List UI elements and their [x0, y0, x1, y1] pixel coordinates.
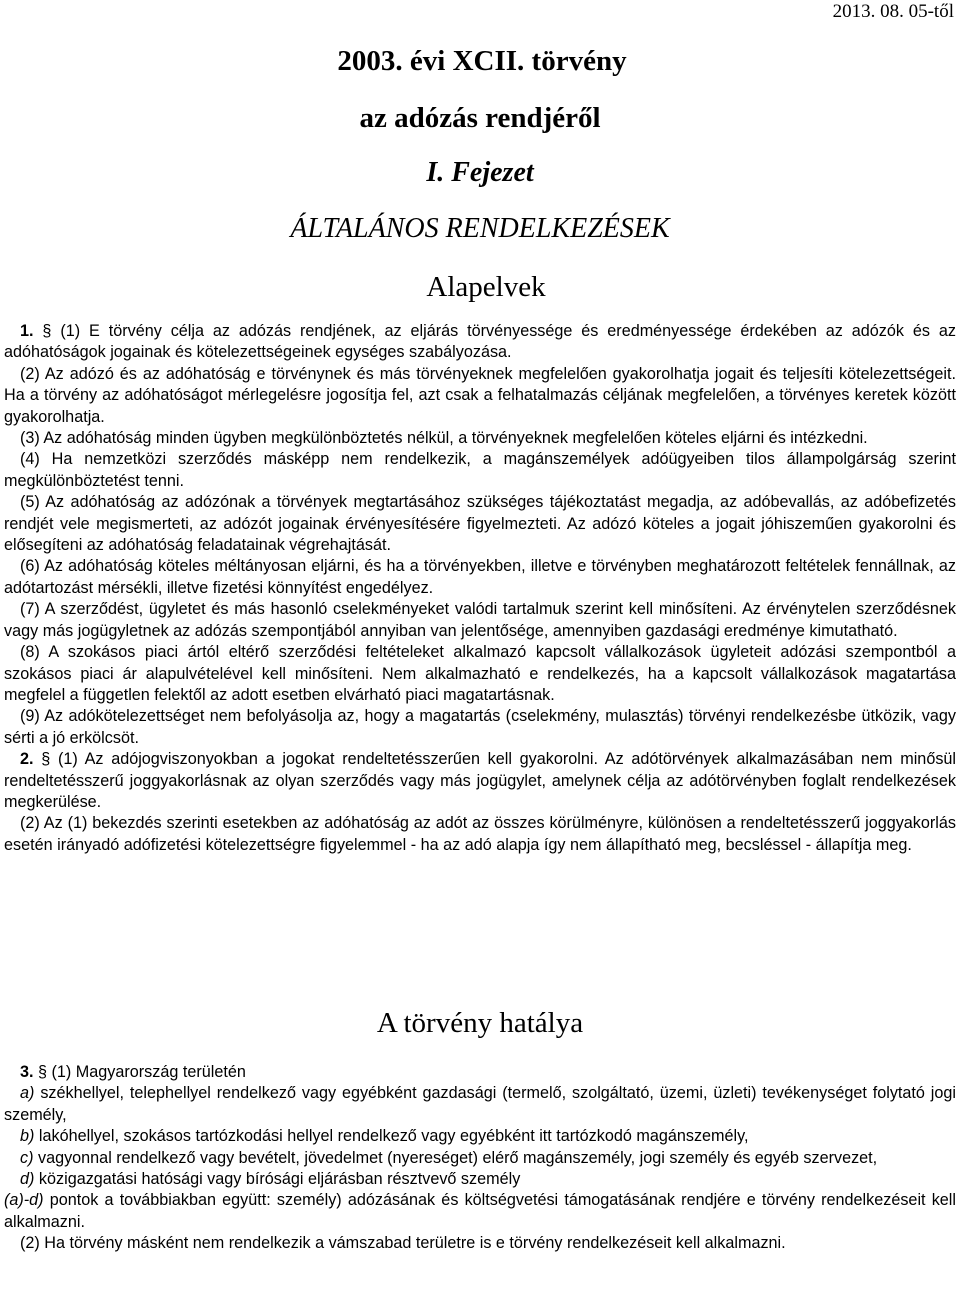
paragraph-1-4: (4) Ha nemzetközi szerződés másképp nem rendelkezik, a magánszemélyek adóügyeiben tilos állampolgárság szerint megkülönböztetést tenni. — [4, 450, 956, 490]
section-title-hatalya: A törvény hatálya — [376, 1007, 584, 1039]
paragraph-3-1 — [4, 1062, 956, 1083]
section-scope-body — [4, 1062, 956, 1255]
list-label: d) — [20, 1170, 35, 1189]
paragraph-2-2: (2) Az (1) bekezdés szerinti esetekben az adóhatóság az adót az összes körülményre, különösen a rendeltetésszerű joggyakorlás esetén irányadó adófizetési kötelezettségre figyelemmel - ha az adó alapja így nem állapítható meg, becsléssel - állapítja meg. — [4, 814, 956, 854]
paragraph-1-8: (8) A szokásos piaci ártól eltérő szerződési feltételeket alkalmazó kapcsolt vállalkozások ügyleteit adózási szempontból a szokásos piaci ár alapulvételével kell minősíteni. Nem alkalmazható e rendelkezés, ha a kapcsolt vállalkozások magatartása megfelel a független felektől az adott esetben elvárható piaci magatartásnak. — [4, 643, 956, 704]
list-text: közigazgatási hatósági vagy bírósági eljárásban résztvevő személy — [38, 1170, 521, 1189]
law-subject: az adózás rendjéről — [359, 102, 601, 134]
list-label: c) — [20, 1148, 34, 1167]
list-label: (a)-d) — [4, 1191, 44, 1210]
paragraph-1-9: (9) Az adókötelezettséget nem befolyásolja az, hogy a magatartás (cselekmény, mulasztás) törvényi rendelkezésbe ütközik, vagy sérti a jó erkölcsöt. — [4, 707, 956, 747]
paragraph-1-1 — [4, 321, 956, 364]
list-label: a) — [20, 1084, 35, 1103]
section-principles-body — [4, 321, 956, 856]
paragraph-1-6: (6) Az adóhatóság köteles méltányosan eljárni, és ha a törvényekben, illetve e törvényben meghatározott feltételek fennállnak, az adótartozást mérsékli, illetve fizetési könnyítést engedélyez. — [4, 557, 956, 597]
paragraph-1-2: (2) Az adózó és az adóhatóság e törvénynek és más törvényeknek megfelelően gyakorolhatja jogait és teljesíti kötelezettségeit. Ha a törvény az adóhatóságot mérlegelésre jogosítja fel, azt csak a felhatalmazás céljának megfelelően, a törvényes keretek között gyakorolhatja. — [4, 364, 956, 426]
list-text: székhellyel, telephellyel rendelkező vagy egyébként gazdasági (termelő, szolgáltató, üzemi, üzleti) tevékenységet folytató jogi személy, — [4, 1084, 957, 1124]
paragraph-1-7: (7) A szerződést, ügyletet és más hasonló cselekményeket valódi tartalmuk szerint kell minősíteni. Az érvénytelen szerződésnek vagy más jogügyletnek az adózás szempontjából annyiban van jelentősége, amennyiben gazdasági eredménye kimutatható. — [4, 600, 956, 640]
chapter-title: ÁLTALÁNOS RENDELKEZÉSEK — [290, 213, 670, 244]
chapter-number: I. Fejezet — [426, 157, 534, 188]
paragraph-text: § (1) Az adójogviszonyokban a jogokat rendeltetésszerűen kell gyakorolni. Az adótörvények alkalmazásában nem minősül rendeltetésszerű joggyakorlásnak az olyan szerződés vagy más jogügylet, amelynek célja az adótörvényben foglalt rendelkezések megkerülése. — [4, 750, 957, 811]
paragraph-2-1 — [4, 749, 956, 813]
list-item-a — [4, 1083, 956, 1126]
list-item-b — [4, 1126, 956, 1147]
paragraph-number: 3. — [20, 1063, 34, 1081]
paragraph-number: 1. — [20, 322, 34, 340]
effective-date: 2013. 08. 05-től — [832, 1, 954, 22]
paragraph-number: 2. — [20, 750, 34, 769]
paragraph-1-5: (5) Az adóhatóság az adózónak a törvények megtartásához szükséges tájékoztatást megadja, az adóbevallás, az adóbefizetés rendjét vele megismerteti, az adózót jogainak érvényesítésére figyelmezteti. Az adózó köteles a jogait jóhiszeműen gyakorolni és elősegíteni az adóhatóság feladatainak végrehajtását. — [4, 493, 956, 555]
paragraph-1-3: (3) Az adóhatóság minden ügyben megkülönböztetés nélkül, a törvényeknek megfelelően köteles eljárni és intézkedni. — [20, 429, 868, 448]
list-text: vagyonnal rendelkező vagy bevételt, jövedelmet (nyereséget) elérő magánszemély, jogi személy és egyéb szervezet, — [37, 1148, 878, 1167]
paragraph-text: § (1) Magyarország területén — [38, 1063, 246, 1081]
paragraph-text: § (1) E törvény célja az adózás rendjének, az eljárás törvényessége és eredményessége érdekében az adózók és az adóhatóságok jogainak és kötelezettségeinek egységes szabályozása. — [4, 322, 956, 362]
list-text: pontok a továbbiakban együtt: személy) adózásának és költségvetési támogatásának rendjére e törvény rendelkezéseit kell alkalmazni. — [4, 1191, 956, 1231]
law-title: 2003. évi XCII. törvény — [337, 45, 627, 77]
list-label: b) — [20, 1127, 35, 1146]
list-item-c — [4, 1148, 956, 1169]
section-title-alapelvek: Alapelvek — [426, 271, 546, 303]
list-summary — [4, 1190, 956, 1233]
list-text: lakóhellyel, szokásos tartózkodási hellyel rendelkező vagy egyébként itt tartózkodó magánszemély, — [38, 1127, 749, 1146]
list-item-d — [4, 1169, 956, 1190]
paragraph-3-2: (2) Ha törvény másként nem rendelkezik a vámszabad területre is e törvény rendelkezéseit kell alkalmazni. — [20, 1234, 786, 1253]
